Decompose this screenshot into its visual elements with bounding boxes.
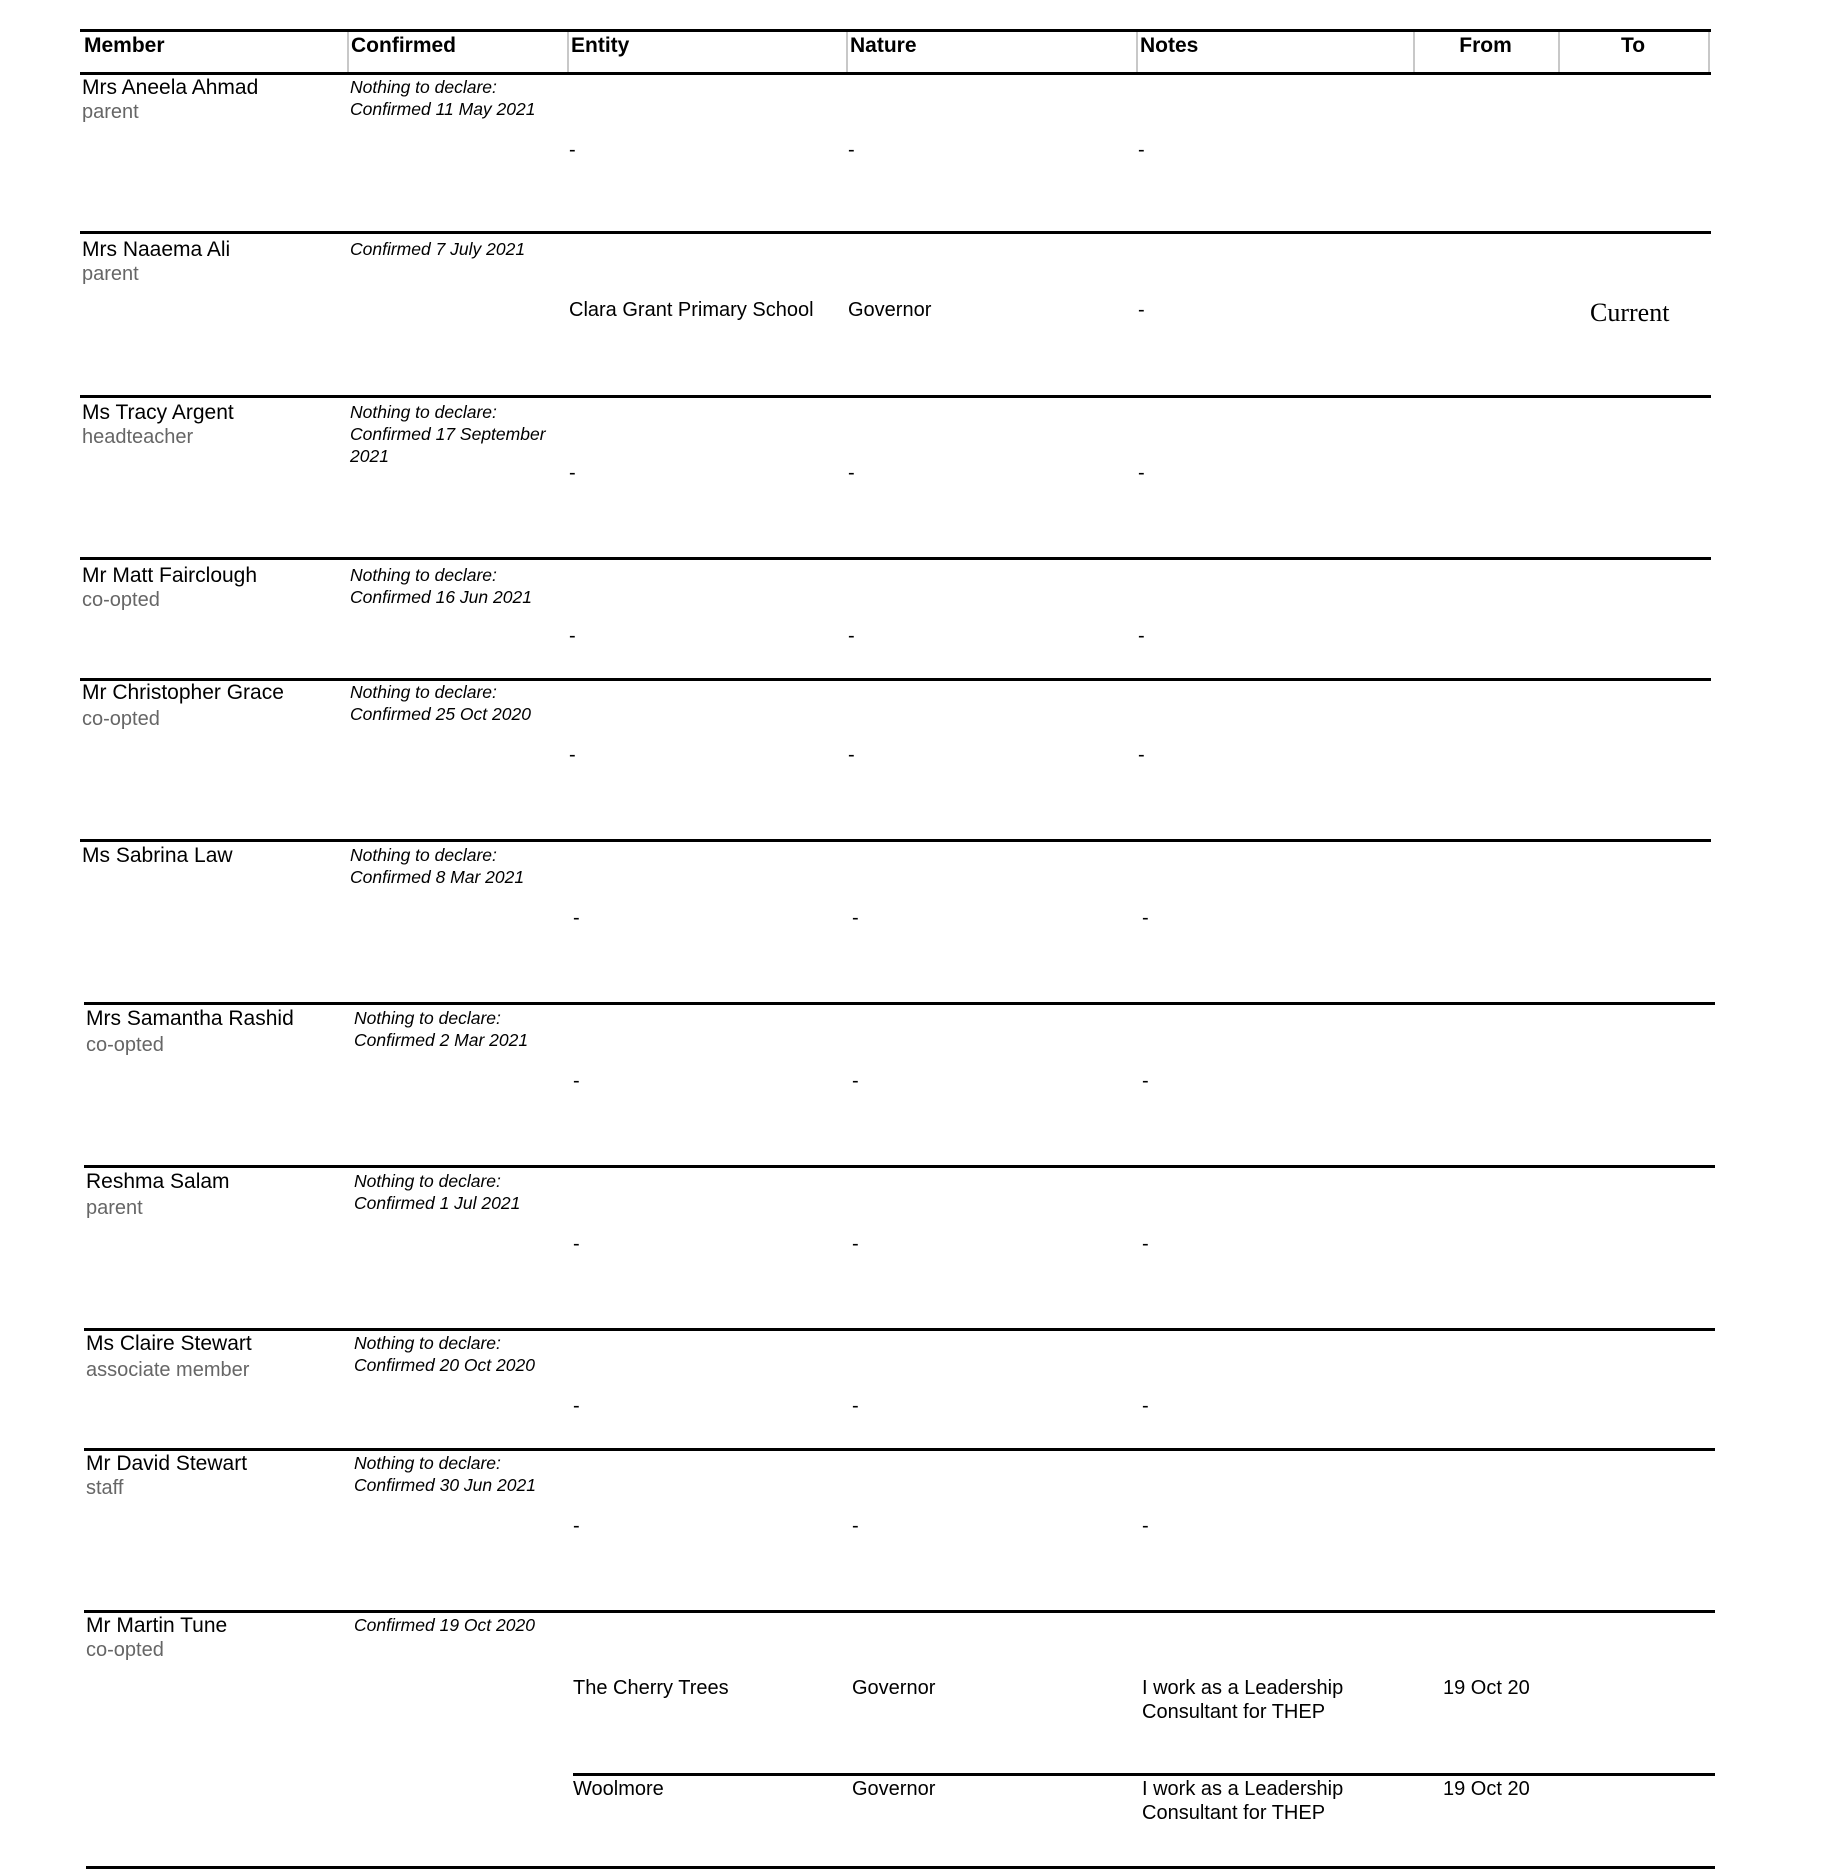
table-row: [80, 842, 1711, 1004]
confirmed-status: Nothing to declare: Confirmed 11 May 2021: [350, 77, 536, 119]
table-row: [80, 1168, 1711, 1330]
confirmed-status: Nothing to declare: Confirmed 8 Mar 2021: [350, 845, 525, 887]
notes-cell: -: [1142, 1070, 1149, 1092]
table-row: [80, 1612, 1711, 1870]
table-row: [80, 1330, 1711, 1450]
member-name: Ms Tracy Argent: [82, 401, 234, 424]
member-name: Mr Christopher Grace: [82, 681, 284, 704]
interest-divider: [573, 1773, 1715, 1776]
table-row: [80, 72, 1711, 234]
header-divider: [1708, 32, 1710, 72]
table-row: [80, 1005, 1711, 1168]
nature-cell: -: [852, 1070, 859, 1092]
confirmed-status: Confirmed 19 Oct 2020: [354, 1615, 535, 1635]
header-notes: Notes: [1140, 34, 1199, 57]
notes-cell: -: [1138, 625, 1145, 647]
confirmed-status: Nothing to declare: Confirmed 20 Oct 2020: [354, 1333, 535, 1375]
member-role: co-opted: [82, 589, 160, 611]
notes-cell: -: [1142, 1515, 1149, 1537]
notes-cell: I work as a Leadership Consultant for THEP: [1142, 1677, 1344, 1723]
entity-cell: -: [573, 1070, 580, 1092]
row-divider: [86, 1866, 1715, 1869]
member-role: parent: [82, 101, 139, 123]
member-name: Mrs Naaema Ali: [82, 238, 231, 261]
member-name: Ms Claire Stewart: [86, 1332, 252, 1355]
nature-cell: -: [848, 139, 855, 161]
entity-cell: -: [569, 625, 576, 647]
member-role: co-opted: [86, 1034, 164, 1056]
table-header: [80, 29, 1711, 75]
confirmed-status: Nothing to declare: Confirmed 17 September 2021: [350, 402, 546, 466]
header-nature: Nature: [850, 34, 917, 57]
notes-cell: -: [1138, 139, 1145, 161]
nature-cell: -: [852, 1515, 859, 1537]
member-role: co-opted: [86, 1639, 164, 1661]
nature-cell: -: [852, 1233, 859, 1255]
nature-cell: Governor: [852, 1677, 936, 1699]
entity-cell: The Cherry Trees: [573, 1677, 729, 1699]
header-entity: Entity: [571, 34, 630, 57]
notes-cell: -: [1142, 1395, 1149, 1417]
table-row: [80, 397, 1711, 559]
member-name: Reshma Salam: [86, 1170, 230, 1193]
entity-cell: Clara Grant Primary School: [569, 299, 814, 321]
member-role: parent: [86, 1197, 143, 1219]
entity-cell: -: [569, 744, 576, 766]
member-name: Mr David Stewart: [86, 1452, 248, 1475]
entity-cell: -: [573, 1515, 580, 1537]
header-from: From: [1459, 34, 1512, 57]
table-row: [80, 560, 1711, 679]
nature-cell: Governor: [848, 299, 932, 321]
notes-cell: -: [1142, 1233, 1149, 1255]
member-role: associate member: [86, 1359, 250, 1381]
member-role: co-opted: [82, 708, 160, 730]
notes-cell: I work as a Leadership Consultant for THEP: [1142, 1778, 1344, 1824]
notes-cell: -: [1138, 462, 1145, 484]
nature-cell: -: [848, 744, 855, 766]
table-row: [80, 234, 1711, 397]
table-row: [80, 1450, 1711, 1612]
member-name: Mrs Samantha Rashid: [86, 1007, 294, 1030]
confirmed-status: Nothing to declare: Confirmed 1 Jul 2021: [354, 1171, 521, 1213]
nature-cell: -: [848, 625, 855, 647]
nature-cell: -: [852, 1395, 859, 1417]
member-name: Mr Martin Tune: [86, 1614, 228, 1637]
member-role: parent: [82, 263, 139, 285]
member-name: Mrs Aneela Ahmad: [82, 76, 259, 99]
header-to: To: [1620, 34, 1646, 57]
member-name: Ms Sabrina Law: [82, 844, 233, 867]
from-cell: 19 Oct 20: [1443, 1778, 1530, 1800]
entity-cell: -: [569, 139, 576, 161]
header-confirmed: Confirmed: [351, 34, 456, 57]
confirmed-status: Confirmed 7 July 2021: [350, 239, 526, 259]
member-role: staff: [86, 1477, 124, 1499]
entity-cell: Woolmore: [573, 1778, 664, 1800]
to-cell: Current: [1590, 298, 1670, 327]
confirmed-status: Nothing to declare: Confirmed 30 Jun 2021: [354, 1453, 536, 1495]
notes-cell: -: [1138, 744, 1145, 766]
confirmed-status: Nothing to declare: Confirmed 16 Jun 2021: [350, 565, 532, 607]
header-member: Member: [84, 34, 165, 57]
entity-cell: -: [573, 907, 580, 929]
confirmed-status: Nothing to declare: Confirmed 25 Oct 2020: [350, 682, 531, 724]
entity-cell: -: [573, 1233, 580, 1255]
from-cell: 19 Oct 20: [1443, 1677, 1530, 1699]
table-row: [80, 679, 1711, 842]
entity-cell: -: [569, 462, 576, 484]
notes-cell: -: [1138, 299, 1145, 321]
nature-cell: -: [852, 907, 859, 929]
entity-cell: -: [573, 1395, 580, 1417]
nature-cell: -: [848, 462, 855, 484]
member-role: headteacher: [82, 426, 194, 448]
nature-cell: Governor: [852, 1778, 936, 1800]
confirmed-status: Nothing to declare: Confirmed 2 Mar 2021: [354, 1008, 529, 1050]
notes-cell: -: [1142, 907, 1149, 929]
member-name: Mr Matt Fairclough: [82, 564, 258, 587]
